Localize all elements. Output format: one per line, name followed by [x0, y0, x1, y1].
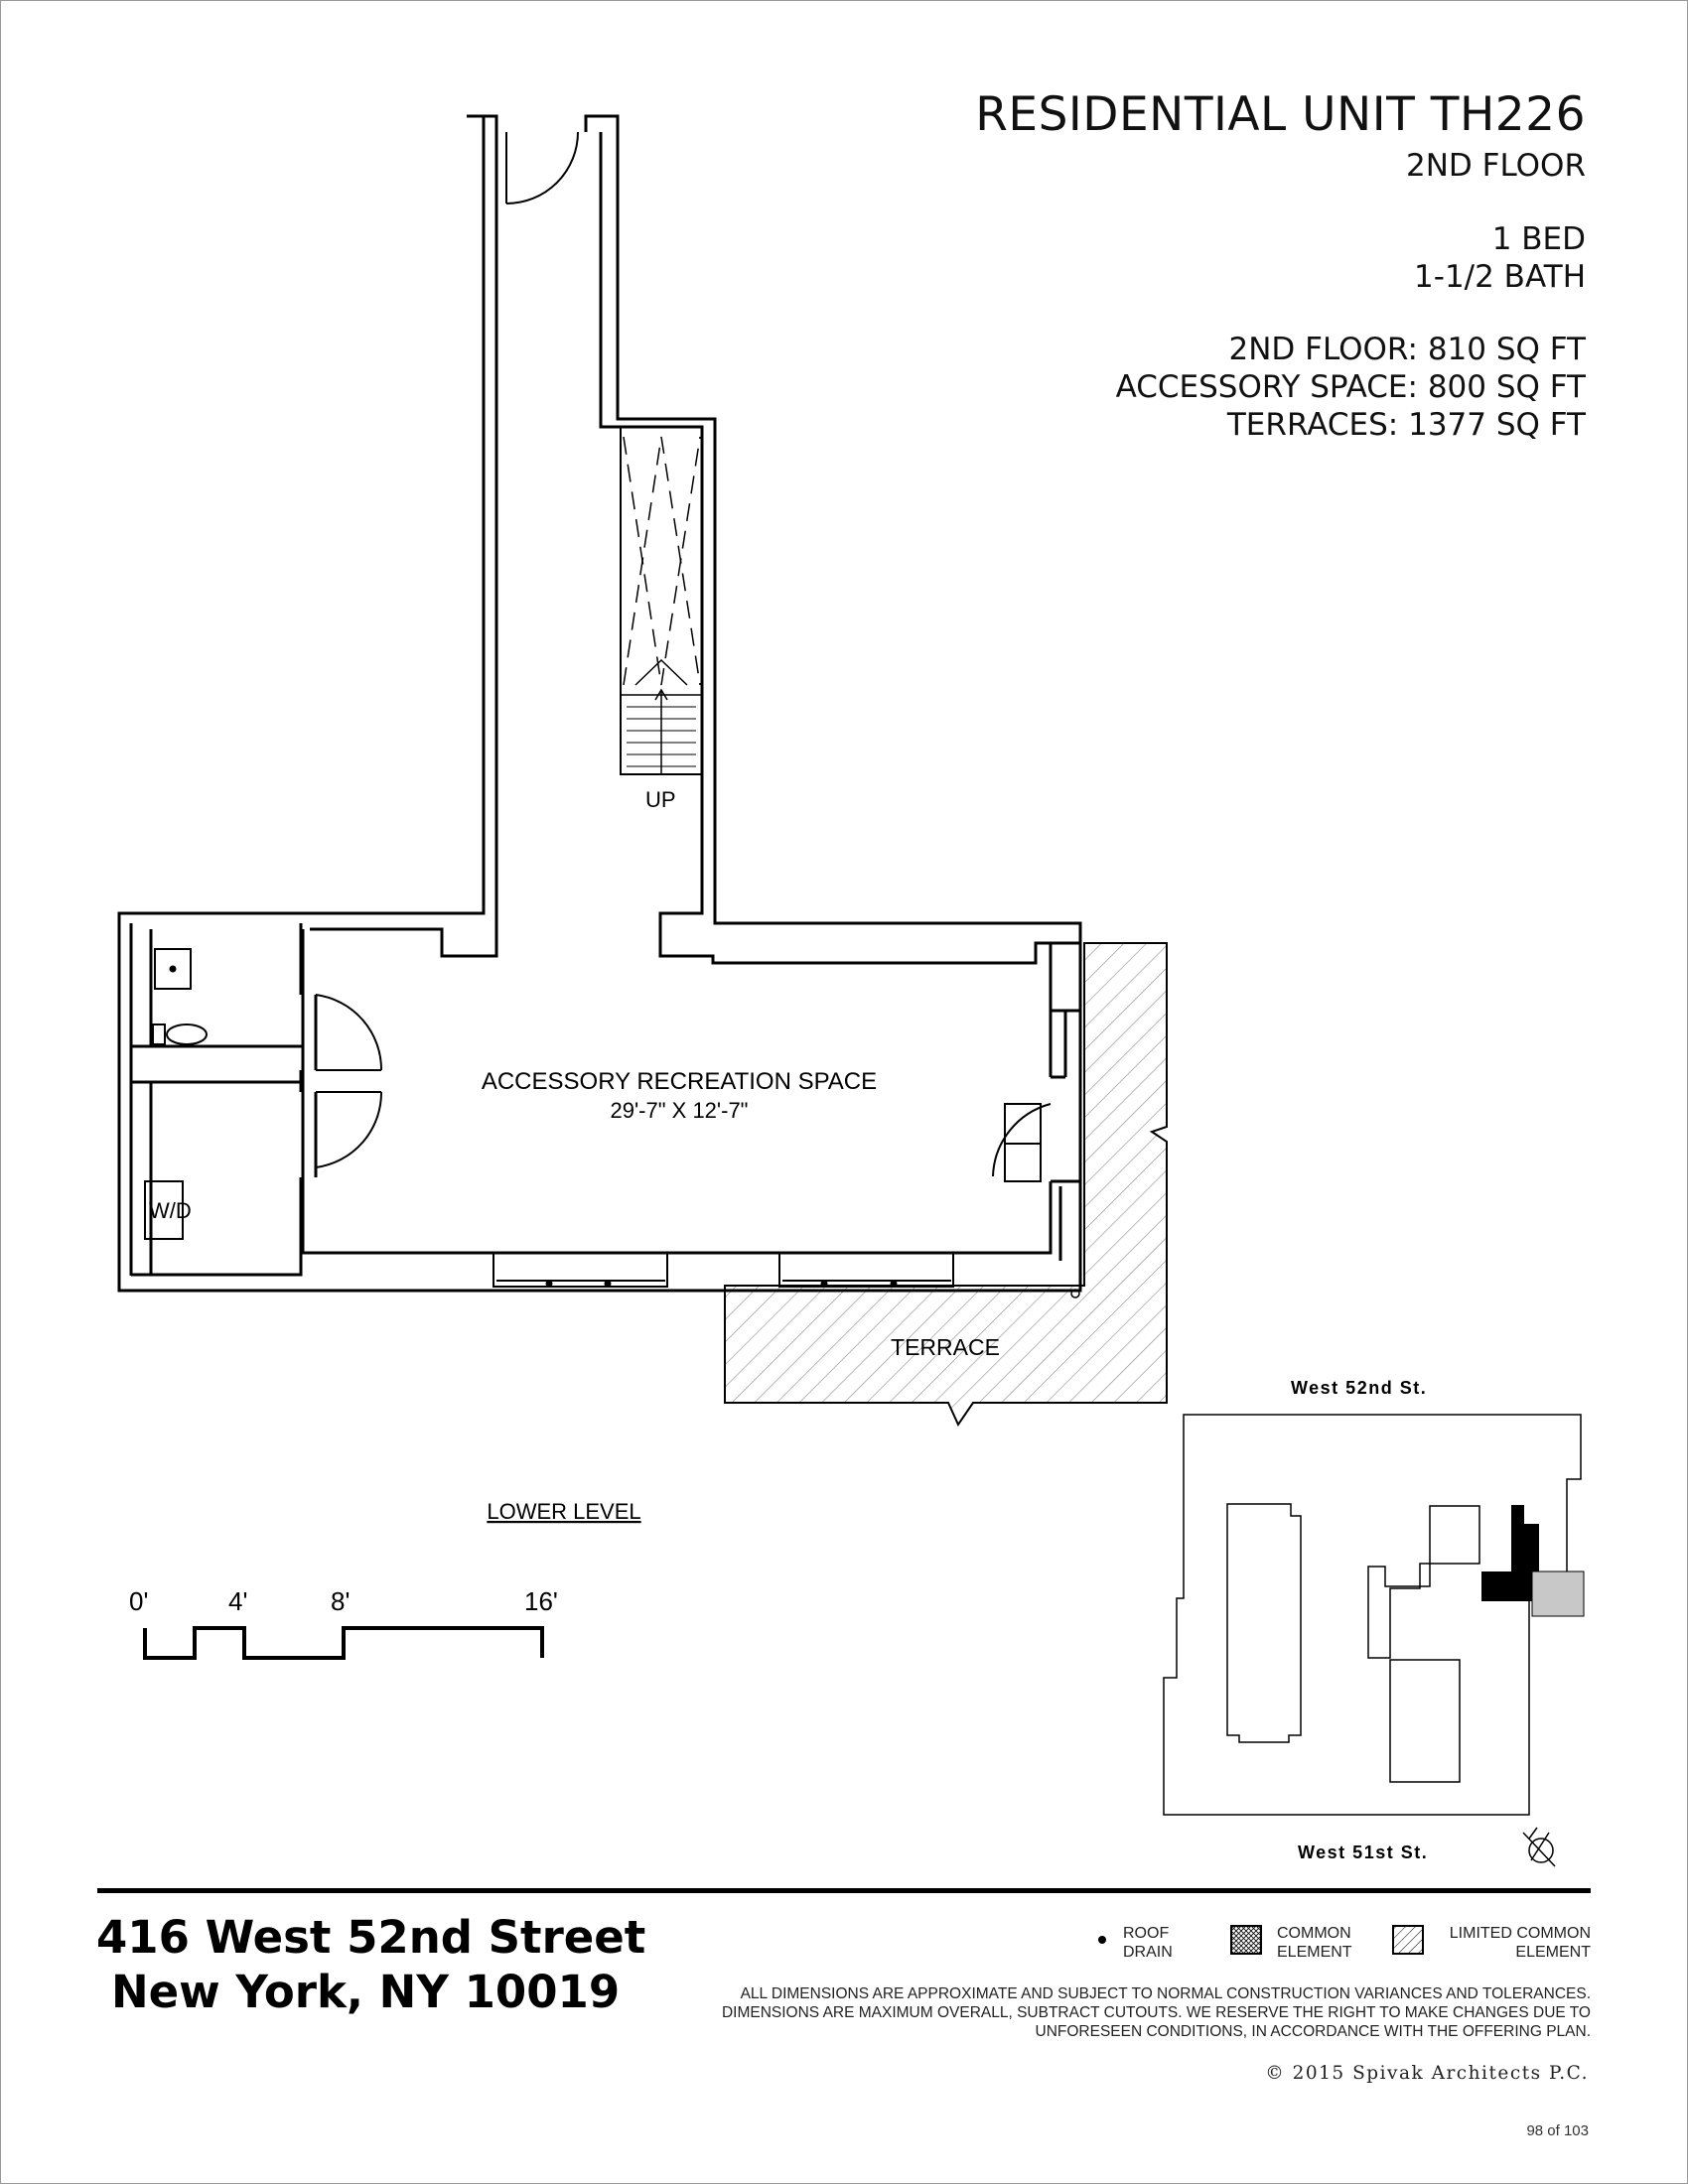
bed-count: 1 BED — [1491, 221, 1586, 257]
stair — [621, 427, 702, 774]
disclaimer-text: ALL DIMENSIONS ARE APPROXIMATE AND SUBJECT TO NORMAL CONSTRUCTION VARIANCES AND TOLERANCES. DIMENSIONS ARE MAXIMUM OVERALL, SUBTRACT CUTOUTS. WE RESERVE THE RIGHT TO MAKE CHANGES DUE TO UNFORESEEN CONDITIONS, IN ACCORDANCE WITH THE OFFERING PLAN. — [721, 1985, 1591, 2040]
legend-roof-drain-line1: ROOF — [1123, 1925, 1170, 1942]
unit-title: RESIDENTIAL UNIT TH226 — [975, 87, 1586, 142]
stair-up-label: UP — [645, 787, 676, 812]
legend-limited-common — [1438, 1924, 1591, 1962]
room-name: ACCESSORY RECREATION SPACE — [481, 1068, 878, 1095]
area-second-floor: 2ND FLOOR: 810 SQ FT — [1228, 332, 1586, 367]
bath-door-swing — [316, 995, 381, 1070]
legend-common-line2: ELEMENT — [1277, 1944, 1352, 1961]
scale-tick-4: 4' — [228, 1586, 248, 1616]
floor-label: 2ND FLOOR — [1406, 148, 1586, 184]
address-line2: New York, NY 10019 — [111, 1966, 621, 2018]
window-strip — [493, 1253, 953, 1287]
unit-marker-terrace — [1532, 1571, 1584, 1616]
scale-tick-8: 8' — [331, 1586, 351, 1616]
room-dimensions: 29'-7" X 12'-7" — [610, 1098, 749, 1123]
legend-roof-drain-line2: DRAIN — [1123, 1944, 1173, 1961]
toilet-fixture — [153, 1024, 207, 1044]
bath-count: 1-1/2 BATH — [1414, 259, 1586, 295]
scale-bar — [145, 1628, 542, 1658]
legend-common-line1: COMMON — [1277, 1925, 1351, 1942]
key-plan-south-street: West 51st St. — [1298, 1843, 1429, 1862]
area-terraces: TERRACES: 1377 SQ FT — [1226, 407, 1586, 443]
legend-limited-line2: ELEMENT — [1515, 1944, 1591, 1961]
page-number: 98 of 103 — [1526, 2122, 1589, 2139]
entry-door-swing — [506, 132, 578, 204]
washer-dryer-label: W/D — [149, 1198, 192, 1223]
level-label: LOWER LEVEL — [487, 1499, 641, 1524]
title-rule — [97, 1888, 1591, 1893]
terrace-door-swing — [993, 1104, 1051, 1181]
exterior-walls — [119, 116, 1080, 1291]
key-plan — [1164, 1415, 1584, 1815]
legend-roof-drain — [1123, 1924, 1173, 1962]
scale-tick-0: 0' — [129, 1586, 149, 1616]
limited-common-swatch — [1393, 1926, 1423, 1954]
sink-fixture — [155, 949, 191, 989]
north-arrow-icon — [1523, 1828, 1555, 1866]
copyright-text: © 2015 Spivak Architects P.C. — [1265, 2063, 1589, 2084]
legend-limited-line1: LIMITED COMMON — [1449, 1925, 1591, 1942]
common-element-swatch — [1231, 1926, 1261, 1954]
roof-drain-icon — [1098, 1936, 1106, 1944]
address-line1: 416 West 52nd Street — [96, 1911, 646, 1964]
key-plan-north-street: West 52nd St. — [1291, 1378, 1428, 1398]
area-accessory: ACCESSORY SPACE: 800 SQ FT — [1115, 369, 1586, 405]
laundry-door-swing — [316, 1092, 381, 1167]
legend-common — [1277, 1924, 1352, 1962]
terrace-label: TERRACE — [891, 1334, 1000, 1360]
scale-tick-16: 16' — [524, 1586, 558, 1616]
